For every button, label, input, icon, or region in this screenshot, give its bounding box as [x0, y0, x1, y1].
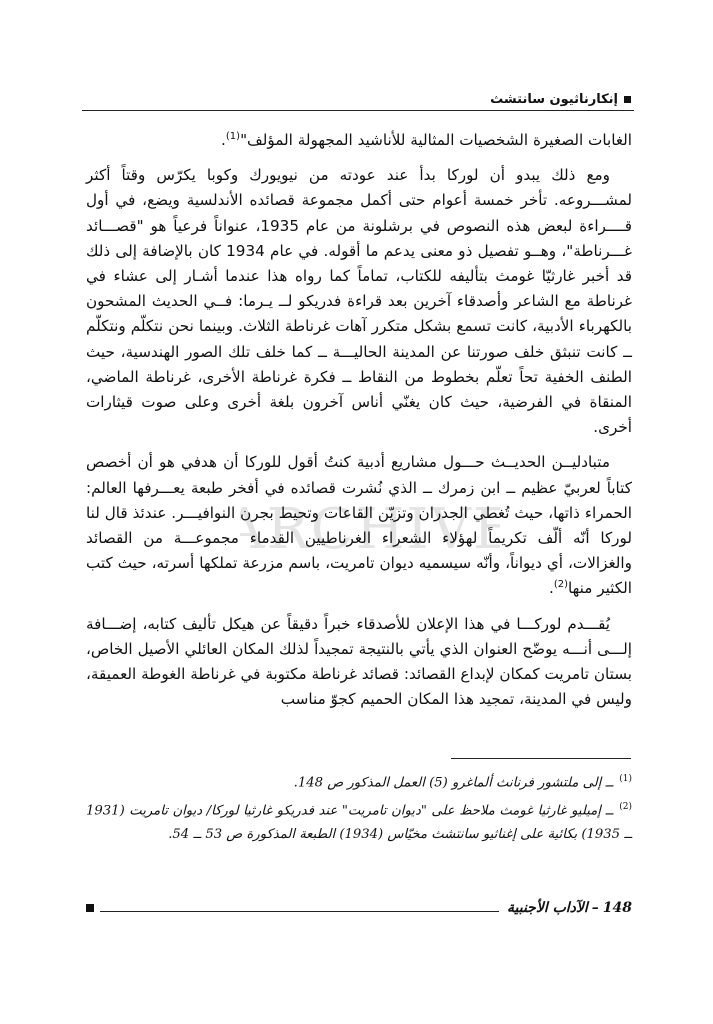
footnote-text: ــ إلى ملتشور فرنانث ألماغرو (5) العمل المذكور ص 148.: [293, 775, 614, 791]
page-footer: [86, 900, 632, 916]
running-header: [490, 92, 631, 107]
journal-name: الآداب الأجنبية: [507, 900, 588, 916]
paragraph-text: ومع ذلك يبدو أن لوركا بدأ عند عودته من نيويورك وكوبا يكرّس وقتاً أكثر لمشـــروعه. تأخر خمسة أعوام حتى أكمل مجموعة قصائده الأندلسية ويضع، في أول قــــراءة لبعض هذه النصوص في برشلونة من عام 1935، عنواناً فرعياً هو "قصـــائد غـــرناطة"، وهــو تفصيل ذو معنى يدعم ما أقوله. في عام 1934 كان بالإضافة إلى ذلك قد أخبر غارثيّا غومث بتأليفه للكتاب، تماماً كما رواه هذا عندما أشـار إلى عشاء في غرناطة مع الشاعر وأصدقاء آخرين بعد قراءة فدريكو لــ يـرما: فــي الحديث المشحون بالكهرباء الأدبية، كانت تسمع بشكل متكرر آهات غرناطة الثلاث. وبينما نحن نتكلّم ونتكلّم ــ كانت تنبثق خلف صورتنا عن المدينة الحاليـــة ــ كما خلف تلك الصور الهندسية، حيث الطنف الخفية تحاً تعلّم بخطوط من النقاط ــ فكرة غرناطة الأخرى، غرناطة الماضي، المنقاة في الفرضية، حيث كان يغنّي أناس آخرون بلغة أخرى وعلى صوت قيثارات أخرى.: [86, 166, 632, 437]
footer-separator: –: [591, 900, 599, 916]
paragraph: متبادليــن الحديــث حـــول مشاريع أدبية كنتُ أقول للوركا أن هدفي هو أن أخصص كتاباً لعربيّ عظيم ــ ابن زمرك ــ الذي نُشرت قصائده في أفخر طبعة يعـــرفها العالم: الحمراء ذاتها، حيث تُغطي الجدران وتزيّن القاعات وتحيط بجرن النوافيـــر. عندئذ قال لنا لوركا أنّه ألّف تكريماً لهؤلاء الشعراء الغرناطيين القدماء مجموعـــة من القصائد والغزالات، أي ديواناً، وأنّه سيسميه ديوان تامريت، باسم مزرعة تملكها أسرته، حيث كتب الكثير منها$^{(2)}$.: [86, 453, 632, 598]
body-text: [86, 128, 632, 716]
running-header-title: إنكارناثيون سانتشث: [490, 92, 618, 107]
paragraph: [86, 163, 632, 440]
paragraph: [86, 612, 632, 713]
footnotes: [86, 768, 632, 848]
paragraph-text: متبادليــن الحديــث حـــول مشاريع أدبية كنتُ أقول للوركا أن هدفي هو أن أخصص كتاباً لعربيّ عظيم ــ ابن زمرك ــ الذي نُشرت قصائده في أفخر طبعة يعـــرفها العالم: الحمراء ذاتها، حيث تُغطي الجدران وتزيّن القاعات وتحيط بجرن النوافيـــر. عندئذ قال لنا لوركا أنّه ألّف تكريماً لهؤلاء الشعراء الغرناطيين القدماء مجموعـــة من القصائد والغزالات، أي ديواناً، وأنّه سيسميه ديوان تامريت، باسم مزرعة تملكها أسرته، حيث كتب الكثير منها: [86, 453, 632, 598]
paragraph-text: الغابات الصغيرة الشخصيات المثالية للأناشيد المجهولة المؤلف": [240, 131, 632, 149]
watermark-text: ARCHIVE: [240, 497, 500, 562]
header-divider: [82, 110, 634, 111]
square-bullet-icon: [624, 96, 631, 103]
footnote-mark: (2): [619, 802, 632, 813]
footnote: [86, 796, 632, 845]
paragraph: الغابات الصغيرة الشخصيات المثالية للأناشيد المجهولة المؤلف"$^{(1)}$.: [221, 130, 632, 149]
page-number: 148: [602, 900, 632, 916]
footnote-ref[interactable]: (2): [553, 579, 569, 591]
square-bullet-icon: [86, 904, 94, 912]
footnote: [86, 768, 632, 794]
footer-rule: [100, 911, 499, 912]
footnote-text: ــ إميليو غارثيا غومث ملاحظ على "ديوان تامريت" عند فدريكو غارثيا لوركا/ ديوان تامريت (1931 ــ 1935) بكائية على إغناثيو سانتشث مخيّاس (1934) الطبعة المذكورة ص 53 ــ 54.: [86, 803, 632, 842]
footnote-mark: (1): [619, 774, 632, 784]
paragraph-text: يُقـــدم لوركـــا في هذا الإعلان للأصدقاء خبراً دقيقاً عن هيكل تأليف كتابه، إضـــافة إلـــى أنـــه يوضّح العنوان الذي يأتي بالنتيجة تمجيداً لذلك المكان العائلي الأصيل الخاص، بستان تامريت كمكان لإبداع القصائد: قصائد غرناطة مكتوبة في غرناطة الغوطة العميقة، وليس في المدينة، تمجيد هذا المكان الحميم كجوّ مناسب: [86, 614, 632, 709]
footnote-divider: [451, 758, 631, 759]
footnote-ref[interactable]: (1): [225, 130, 241, 142]
